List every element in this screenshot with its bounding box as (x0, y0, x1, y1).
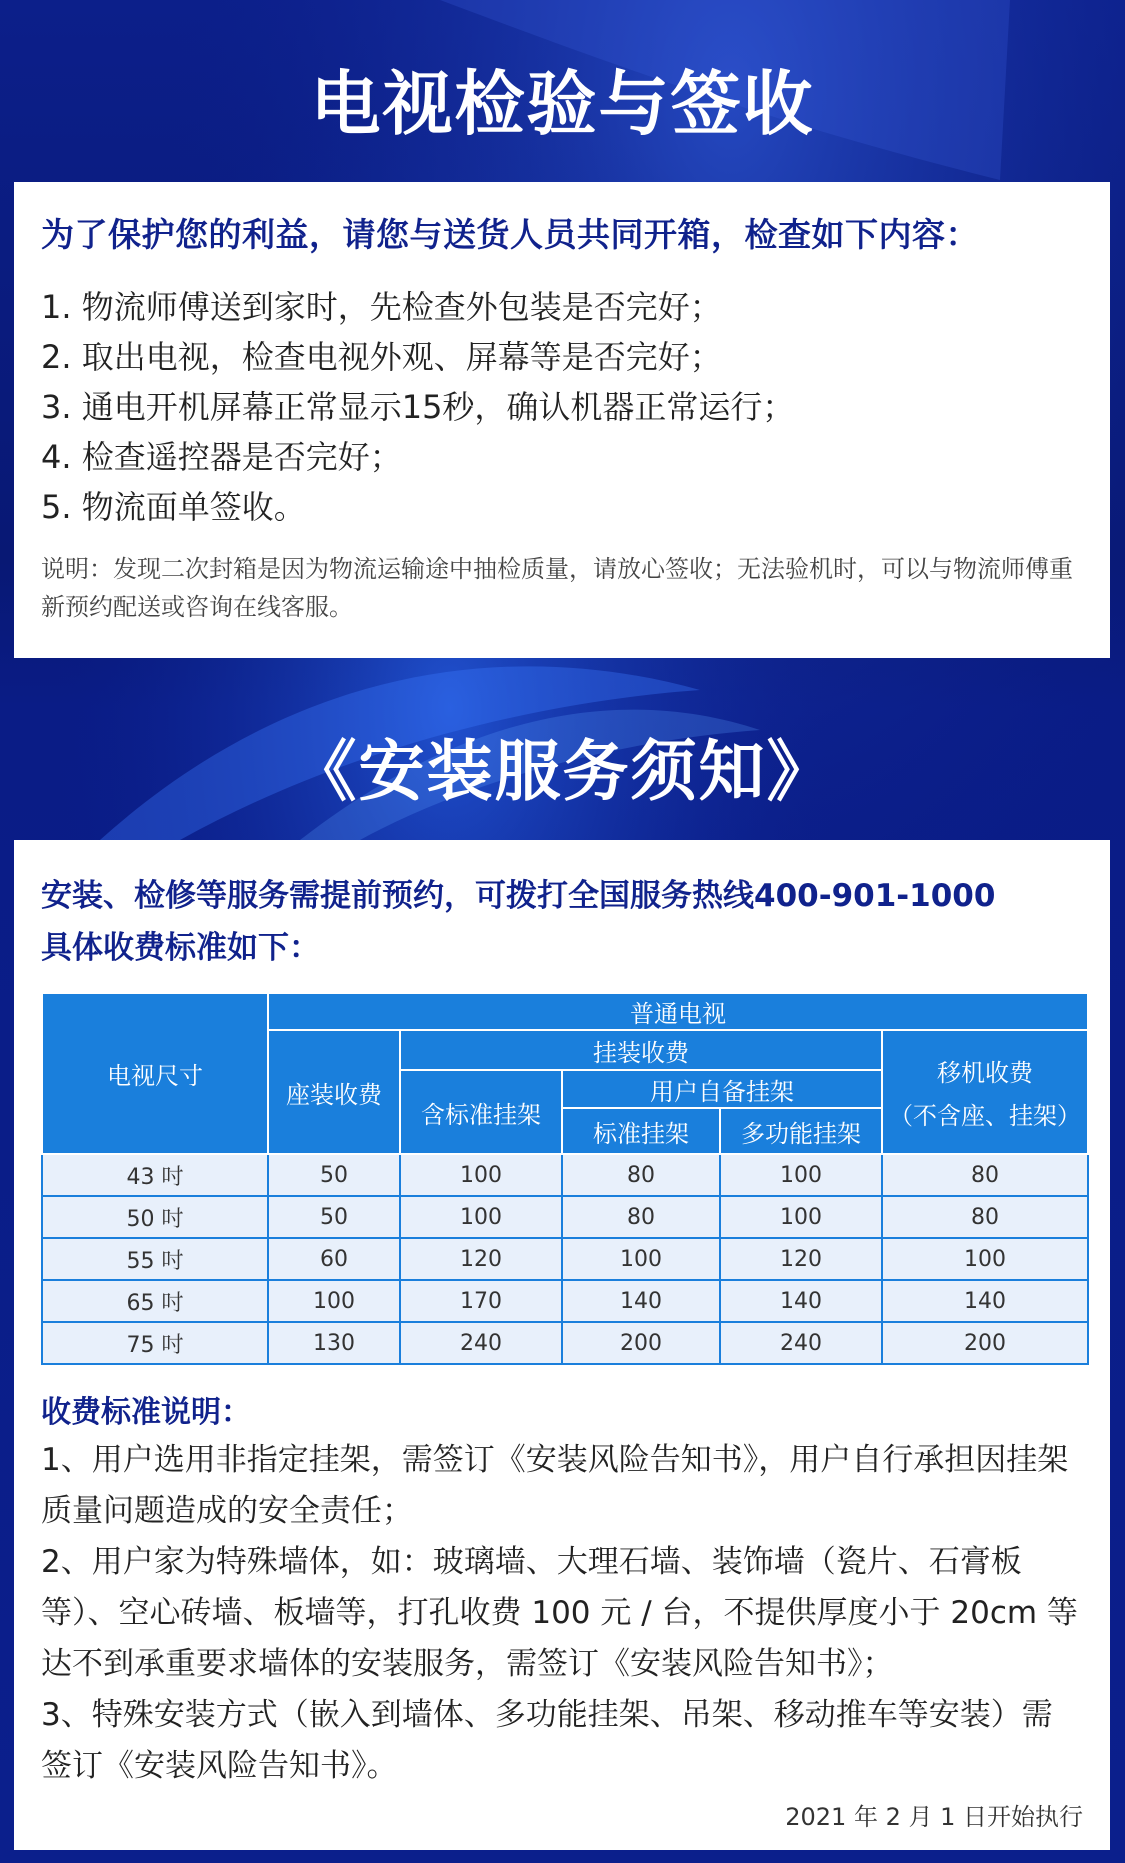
rule-item: 3、特殊安装方式（嵌入到墙体、多功能挂架、吊架、移动推车等安装）需签订《安装风险告知书》。 (41, 1697, 1053, 1784)
table-cell: 120 (720, 1238, 882, 1280)
table-cell: 240 (720, 1322, 882, 1364)
table-cell: 50 (268, 1196, 400, 1238)
inspection-card (14, 182, 1110, 658)
header-user-std: 标准挂架 (562, 1108, 720, 1154)
effective-date: 2021 年 2 月 1 日开始执行 (785, 1803, 1083, 1831)
table-cell: 100 (882, 1238, 1088, 1280)
header-hang: 挂装收费 (400, 1030, 882, 1070)
install-title: 《安装服务须知》 (290, 733, 835, 810)
header-move (882, 1030, 1088, 1154)
list-item: 1. 物流师傅送到家时，先检查外包装是否完好； (41, 288, 722, 326)
inspection-title: 电视检验与签收 (310, 63, 815, 145)
table-row (42, 1196, 1088, 1238)
header-move-line2: （不含座、挂架） (889, 1102, 1082, 1130)
header-user-bracket: 用户自备挂架 (562, 1070, 882, 1108)
table-cell: 140 (562, 1280, 720, 1322)
table-cell: 170 (400, 1280, 562, 1322)
table-row (42, 1154, 1088, 1196)
header-normal-tv: 普通电视 (268, 993, 1088, 1030)
table-cell: 100 (562, 1238, 720, 1280)
table-cell: 60 (268, 1238, 400, 1280)
table-cell: 240 (400, 1322, 562, 1364)
install-card (14, 840, 1110, 1850)
table-cell: 130 (268, 1322, 400, 1364)
rule-item: 2、用户家为特殊墙体，如：玻璃墙、大理石墙、装饰墙（瓷片、石膏板等）、空心砖墙、板墙等，打孔收费 100 元 / 台，不提供厚度小于 20cm 等达不到承重要求墙体的安装服务，需签订《安装风险告知书》； (41, 1544, 1078, 1682)
table-cell: 50 (268, 1154, 400, 1196)
table-row (42, 1238, 1088, 1280)
table-cell: 80 (882, 1154, 1088, 1196)
inspection-list (41, 282, 1083, 532)
table-cell: 100 (400, 1196, 562, 1238)
table-cell: 55 吋 (42, 1238, 268, 1280)
list-item: 3. 通电开机屏幕正常显示15秒，确认机器正常运行； (41, 388, 795, 426)
table-cell: 140 (882, 1280, 1088, 1322)
table-cell: 65 吋 (42, 1280, 268, 1322)
list-item: 4. 检查遥控器是否完好； (41, 438, 402, 476)
table-cell: 100 (720, 1196, 882, 1238)
table-cell: 200 (562, 1322, 720, 1364)
rule-item: 1、用户选用非指定挂架，需签订《安装风险告知书》，用户自行承担因挂架质量问题造成的安全责任； (41, 1442, 1069, 1529)
header-seat: 座装收费 (268, 1030, 400, 1154)
install-lead-line1: 安装、检修等服务需提前预约，可拨打全国服务热线400-901-1000 (41, 878, 996, 914)
table-cell: 50 吋 (42, 1196, 268, 1238)
table-cell: 120 (400, 1238, 562, 1280)
table-cell: 100 (268, 1280, 400, 1322)
table-cell: 75 吋 (42, 1322, 268, 1364)
header-std-bracket: 含标准挂架 (400, 1070, 562, 1154)
table-cell: 200 (882, 1322, 1088, 1364)
table-row (42, 1322, 1088, 1364)
table-cell: 140 (720, 1280, 882, 1322)
inspection-lead: 为了保护您的利益，请您与送货人员共同开箱，检查如下内容： (41, 215, 979, 254)
inspection-note: 说明：发现二次封箱是因为物流运输途中抽检质量，请放心签收；无法验机时，可以与物流师傅重新预约配送或咨询在线客服。 (41, 555, 1073, 621)
install-lead-line2: 具体收费标准如下： (41, 930, 320, 966)
table-cell: 80 (882, 1196, 1088, 1238)
table-row (42, 1280, 1088, 1322)
table-cell: 100 (400, 1154, 562, 1196)
header-size: 电视尺寸 (42, 993, 268, 1154)
table-cell: 100 (720, 1154, 882, 1196)
list-item: 5. 物流面单签收。 (41, 488, 306, 526)
fee-table (41, 992, 1089, 1365)
rules-title: 收费标准说明： (41, 1395, 251, 1430)
header-move-line1: 移机收费 (937, 1059, 1034, 1087)
header-user-multi: 多功能挂架 (720, 1108, 882, 1154)
table-cell: 80 (562, 1196, 720, 1238)
table-cell: 43 吋 (42, 1154, 268, 1196)
list-item: 2. 取出电视，检查电视外观、屏幕等是否完好； (41, 338, 722, 376)
table-cell: 80 (562, 1154, 720, 1196)
